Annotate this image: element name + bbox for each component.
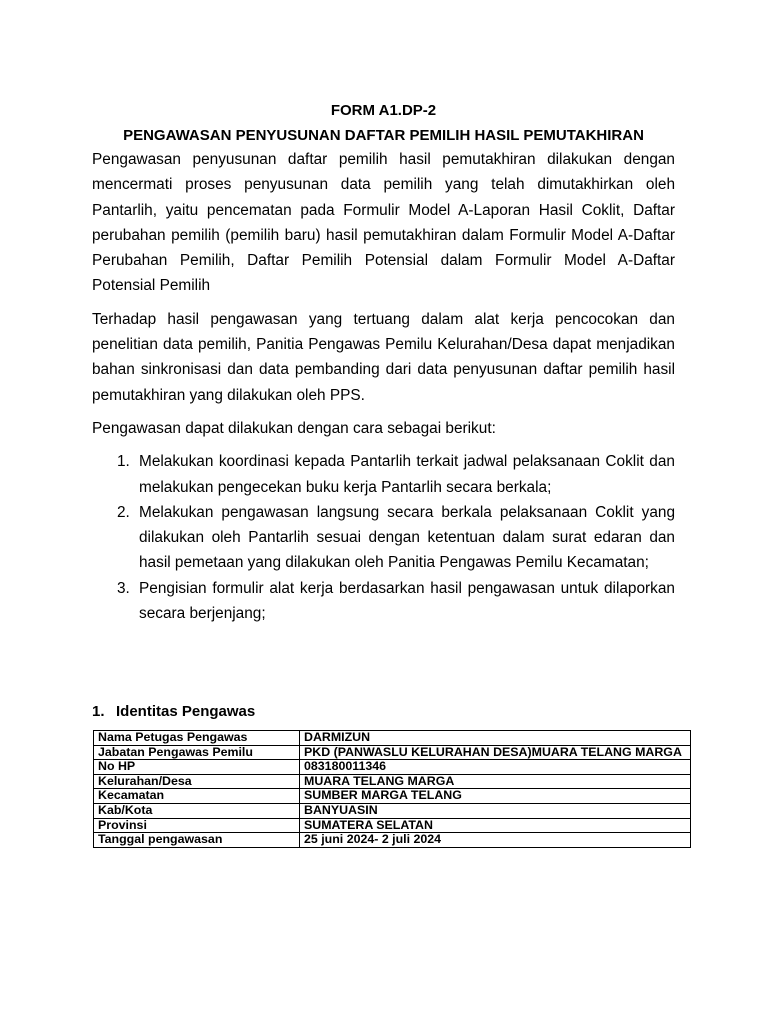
row-value: MUARA TELANG MARGA bbox=[300, 774, 691, 789]
section-heading-identitas bbox=[92, 702, 255, 722]
list-item-text: Pengisian formulir alat kerja berdasarkan hasil pengawasan untuk dilaporkan secara berjenjang; bbox=[139, 579, 675, 623]
row-value: DARMIZUN bbox=[300, 731, 691, 746]
list-item bbox=[92, 576, 675, 627]
form-title: PENGAWASAN PENYUSUNAN DAFTAR PEMILIH HASIL PEMUTAKHIRAN bbox=[123, 127, 644, 144]
row-label: Kelurahan/Desa bbox=[94, 774, 300, 789]
section-title: Identitas Pengawas bbox=[116, 703, 256, 720]
table-row bbox=[94, 789, 691, 804]
section-number: 1. bbox=[92, 703, 105, 720]
table-row bbox=[94, 745, 691, 760]
table-row bbox=[94, 774, 691, 789]
table-row bbox=[94, 833, 691, 848]
row-label: Tanggal pengawasan bbox=[94, 833, 300, 848]
row-value: BANYUASIN bbox=[300, 803, 691, 818]
list-item-number: 1. bbox=[117, 453, 130, 471]
table-row bbox=[94, 760, 691, 775]
form-code: FORM A1.DP-2 bbox=[330, 102, 437, 119]
row-value: SUMBER MARGA TELANG bbox=[300, 789, 691, 804]
list-item-text: Melakukan koordinasi kepada Pantarlih terkait jadwal pelaksanaan Coklit dan melakukan pengecekan buku kerja Pantarlih secara berkala; bbox=[139, 453, 675, 496]
row-label: Jabatan Pengawas Pemilu bbox=[94, 745, 300, 760]
row-value: PKD (PANWASLU KELURAHAN DESA)MUARA TELANG MARGA bbox=[300, 745, 691, 760]
row-label: Kab/Kota bbox=[94, 803, 300, 818]
row-label: Provinsi bbox=[94, 818, 300, 833]
intro-paragraph: Pengawasan penyusunan daftar pemilih hasil pemutakhiran dilakukan dengan mencermati proses penyusunan data pemilih yang telah dimutakhirkan oleh Pantarlih, yaitu pencematan pada Formulir Model A-Laporan Hasil Coklit, Daftar perubahan pemilih (pemilih baru) hasil pemutakhiran dalam Formulir Model A-Daftar Perubahan Pemilih, Daftar Pemilih Potensial dalam Formulir Model A-Daftar Potensial Pemilih bbox=[92, 151, 675, 295]
list-item-text: Melakukan pengawasan langsung secara berkala pelaksanaan Coklit yang dilakukan oleh Pantarlih sesuai dengan ketentuan dalam surat edaran dan hasil pemetaan yang dilakukan oleh Panitia Pengawas Pemilu Kecamatan; bbox=[139, 503, 675, 572]
list-item bbox=[92, 500, 675, 576]
document-body bbox=[92, 100, 675, 626]
row-label: No HP bbox=[94, 760, 300, 775]
method-list bbox=[92, 449, 675, 626]
method-intro-paragraph: Pengawasan dapat dilakukan dengan cara sebagai berikut: bbox=[92, 419, 496, 437]
list-item bbox=[92, 449, 675, 500]
table-row bbox=[94, 803, 691, 818]
table-row bbox=[94, 731, 691, 746]
table-row bbox=[94, 818, 691, 833]
list-item-number: 2. bbox=[117, 503, 130, 521]
identity-table bbox=[93, 730, 691, 848]
row-value: 25 juni 2024- 2 juli 2024 bbox=[300, 833, 691, 848]
list-item-number: 3. bbox=[117, 579, 130, 597]
supervision-result-paragraph: Terhadap hasil pengawasan yang tertuang dalam alat kerja pencocokan dan penelitian data pemilih, Panitia Pengawas Pemilu Kelurahan/Desa dapat menjadikan bahan sinkronisasi dan data pembanding dari data penyusunan daftar pemilih hasil pemutakhiran yang dilakukan oleh PPS. bbox=[92, 310, 675, 404]
row-label: Nama Petugas Pengawas bbox=[94, 731, 300, 746]
row-value: SUMATERA SELATAN bbox=[300, 818, 691, 833]
row-label: Kecamatan bbox=[94, 789, 300, 804]
row-value: 083180011346 bbox=[300, 760, 691, 775]
